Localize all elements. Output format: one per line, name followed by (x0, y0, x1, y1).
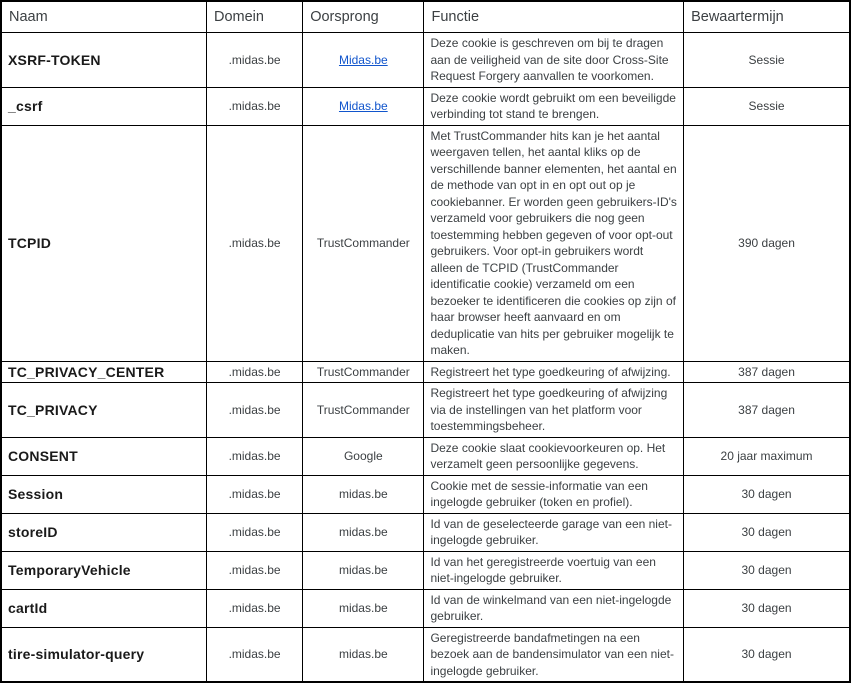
cookie-name: storeID (1, 513, 206, 551)
cookie-retention: 30 dagen (684, 627, 850, 682)
table-row (1, 87, 850, 125)
table-row (1, 627, 850, 682)
table-row (1, 437, 850, 475)
cookie-origin: midas.be (303, 551, 424, 589)
table-row (1, 33, 850, 88)
origin-link[interactable]: Midas.be (338, 52, 388, 67)
cookie-name: TC_PRIVACY_CENTER (1, 361, 206, 383)
cookie-domain: .midas.be (206, 125, 302, 361)
cookie-domain: .midas.be (206, 361, 302, 383)
cookie-retention: 390 dagen (684, 125, 850, 361)
cookie-name: TCPID (1, 125, 206, 361)
cookie-origin (303, 87, 424, 125)
cookie-retention: 30 dagen (684, 551, 850, 589)
cookie-function: Registreert het type goedkeuring of afwijzing. (424, 361, 684, 383)
column-header-oorsprong: Oorsprong (303, 1, 424, 33)
cookie-domain: .midas.be (206, 513, 302, 551)
cookie-name: TC_PRIVACY (1, 383, 206, 438)
cookie-retention: 30 dagen (684, 513, 850, 551)
cookie-name: CONSENT (1, 437, 206, 475)
cookie-retention: 20 jaar maximum (684, 437, 850, 475)
cookie-name: Session (1, 475, 206, 513)
cookie-name: TemporaryVehicle (1, 551, 206, 589)
cookie-retention: Sessie (684, 33, 850, 88)
cookie-name: cartId (1, 589, 206, 627)
cookie-domain: .midas.be (206, 475, 302, 513)
cookie-origin: midas.be (303, 475, 424, 513)
cookie-retention: 30 dagen (684, 475, 850, 513)
cookie-name: XSRF-TOKEN (1, 33, 206, 88)
column-header-functie: Functie (424, 1, 684, 33)
table-row (1, 383, 850, 438)
cookie-domain: .midas.be (206, 627, 302, 682)
column-header-domein: Domein (206, 1, 302, 33)
cookie-origin: TrustCommander (303, 383, 424, 438)
cookie-origin: midas.be (303, 589, 424, 627)
cookie-function: Id van het geregistreerde voertuig van een niet-ingelogde gebruiker. (424, 551, 684, 589)
cookie-origin: Google (303, 437, 424, 475)
cookie-domain: .midas.be (206, 437, 302, 475)
cookie-domain: .midas.be (206, 383, 302, 438)
cookie-function: Cookie met de sessie-informatie van een ingelogde gebruiker (token en profiel). (424, 475, 684, 513)
cookie-origin: TrustCommander (303, 125, 424, 361)
cookie-retention: 387 dagen (684, 361, 850, 383)
cookie-function: Geregistreerde bandafmetingen na een bezoek aan de bandensimulator van een niet-ingelogde gebruiker. (424, 627, 684, 682)
cookie-retention: 30 dagen (684, 589, 850, 627)
cookie-table-body (1, 33, 850, 683)
column-header-naam: Naam (1, 1, 206, 33)
cookie-domain: .midas.be (206, 33, 302, 88)
cookie-function: Deze cookie is geschreven om bij te dragen aan de veiligheid van de site door Cross-Site Request Forgery aanvallen te voorkomen. (424, 33, 684, 88)
cookie-name: _csrf (1, 87, 206, 125)
cookie-retention: Sessie (684, 87, 850, 125)
cookie-function: Met TrustCommander hits kan je het aantal weergaven tellen, het aantal kliks op de verschillende banner elementen, het aantal en de methode van opt in en opt out op je cookiebanner. Er worden geen gebruikers-ID's verzameld voor gebruikers die nog geen toestemming hebben gegeven of voor opt-out gebruikers. Voor opt-in gebruikers wordt alleen de TCPID (TrustCommander identificatie cookie) verzameld om een bezoeker te identificeren die cookies op zijn of haar browser heeft aanvaard en om deduplicatie van hits per gebruiker mogelijk te maken. (424, 125, 684, 361)
table-row (1, 361, 850, 383)
cookie-function: Deze cookie slaat cookievoorkeuren op. Het verzamelt geen persoonlijke gegevens. (424, 437, 684, 475)
cookie-origin (303, 33, 424, 88)
table-row (1, 475, 850, 513)
cookie-function: Id van de winkelmand van een niet-ingelogde gebruiker. (424, 589, 684, 627)
cookie-function: Deze cookie wordt gebruikt om een beveiligde verbinding tot stand te brengen. (424, 87, 684, 125)
cookie-domain: .midas.be (206, 87, 302, 125)
cookie-retention: 387 dagen (684, 383, 850, 438)
cookie-name: tire-simulator-query (1, 627, 206, 682)
cookie-origin: TrustCommander (303, 361, 424, 383)
cookie-origin: midas.be (303, 627, 424, 682)
cookie-function: Registreert het type goedkeuring of afwijzing via de instellingen van het platform voor toestemmingsbeheer. (424, 383, 684, 438)
cookie-domain: .midas.be (206, 589, 302, 627)
table-row (1, 125, 850, 361)
origin-link[interactable]: Midas.be (338, 98, 388, 113)
column-header-bewaartermijn: Bewaartermijn (684, 1, 850, 33)
table-header-row (1, 1, 850, 33)
table-row (1, 551, 850, 589)
table-row (1, 589, 850, 627)
cookie-domain: .midas.be (206, 551, 302, 589)
cookie-function: Id van de geselecteerde garage van een niet-ingelogde gebruiker. (424, 513, 684, 551)
cookie-origin: midas.be (303, 513, 424, 551)
table-row (1, 513, 850, 551)
